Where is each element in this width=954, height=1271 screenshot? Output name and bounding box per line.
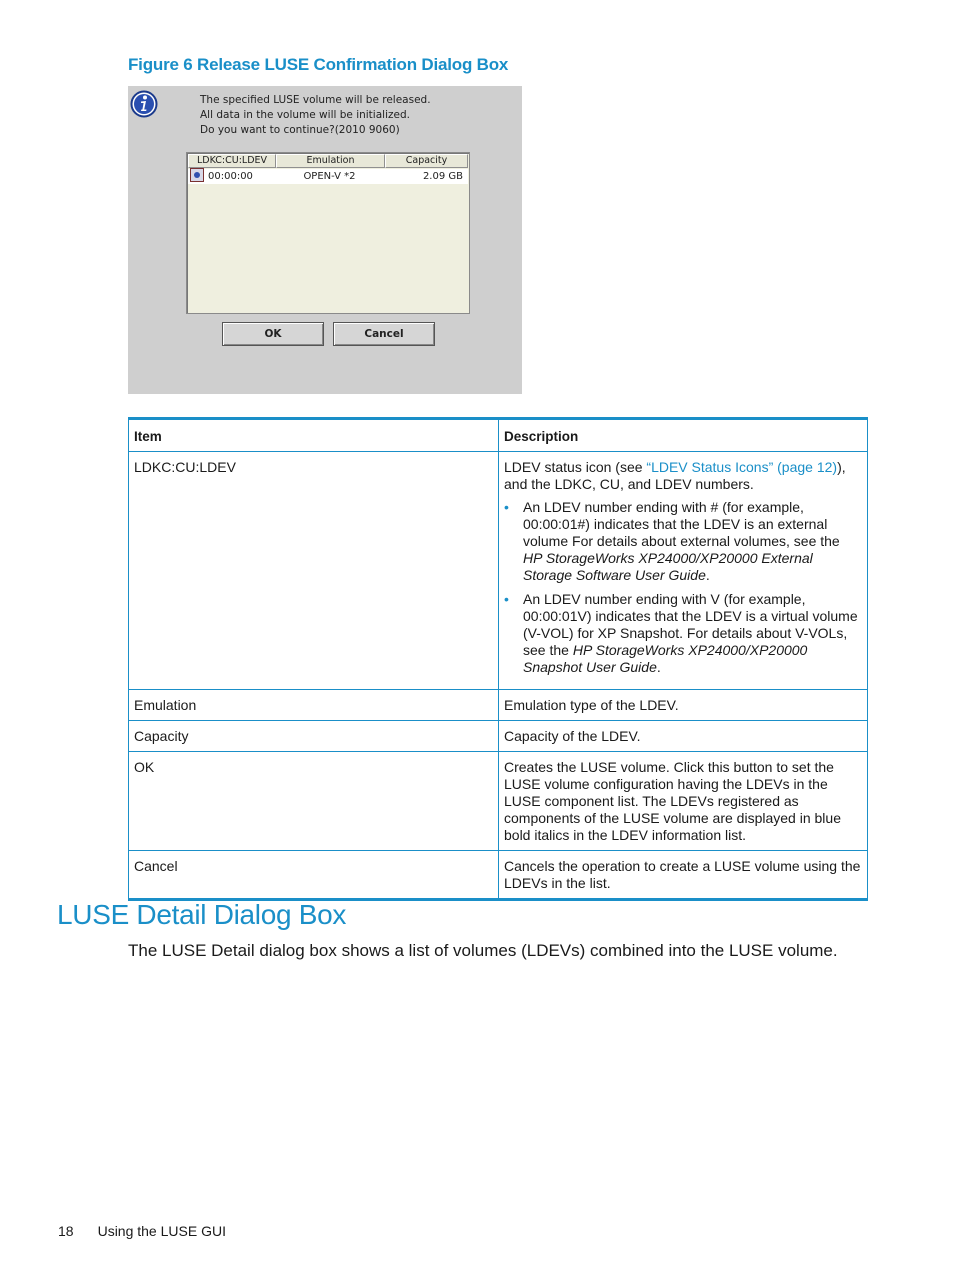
page-footer	[58, 1223, 226, 1239]
item-cell: Cancel	[129, 851, 499, 900]
message-line: The specified LUSE volume will be released.	[200, 94, 431, 106]
column-header-ldkc[interactable]: LDKC:CU:LDEV	[188, 154, 276, 168]
item-cell: Capacity	[129, 721, 499, 752]
table-row	[129, 690, 868, 721]
message-line: Do you want to continue?(2010 9060)	[200, 124, 400, 136]
list-item: • An LDEV number ending with # (for example, 00:00:01#) indicates that the LDEV is an external volume For details about external volumes, see the HP StorageWorks XP24000/XP20000 External Storage Software User Guide.	[523, 499, 862, 584]
release-luse-dialog-screenshot	[128, 86, 522, 394]
list-item[interactable]	[188, 169, 468, 184]
ldev-listbox[interactable]	[186, 152, 470, 314]
description-cell: Cancels the operation to create a LUSE volume using the LDEVs in the list.	[499, 851, 868, 900]
item-cell: OK	[129, 752, 499, 851]
description-cell: LDEV status icon (see “LDEV Status Icons” (page 12)), and the LDKC, CU, and LDEV numbers. • An LDEV number ending with # (for example, 00:00:01#) indicates that the LDEV is an external volume For details about external volumes, see the HP StorageWorks XP24000/XP20000 External Storage Software User Guide. • An LDEV number ending with V (for example, 00:00:01V) indicates that the LDEV is a virtual volume (V-VOL) for XP Snapshot. For details about V-VOLs, see the HP StorageWorks XP24000/XP20000 Snapshot User Guide.	[499, 452, 868, 690]
description-cell: Creates the LUSE volume. Click this button to set the LUSE volume configuration having the LDEVs in the LUSE component list. The LDEVs registered as components of the LUSE volume are displayed in blue bold italics in the LDEV information list.	[499, 752, 868, 851]
ldev-status-icons-link[interactable]: “LDEV Status Icons” (page 12)	[646, 459, 838, 475]
emulation-cell: OPEN-V *2	[303, 171, 356, 182]
column-header-capacity[interactable]: Capacity	[385, 154, 468, 168]
item-cell: Emulation	[129, 690, 499, 721]
item-description-table	[128, 417, 868, 901]
cancel-button[interactable]: Cancel	[333, 322, 435, 346]
table-row	[129, 452, 868, 690]
list-item: • An LDEV number ending with V (for example, 00:00:01V) indicates that the LDEV is a virtual volume (V-VOL) for XP Snapshot. For details about V-VOLs, see the HP StorageWorks XP24000/XP20000 Snapshot User Guide.	[523, 591, 862, 676]
item-cell: LDKC:CU:LDEV	[129, 452, 499, 690]
ok-button[interactable]: OK	[222, 322, 324, 346]
page-number: 18	[58, 1223, 74, 1239]
description-cell: Emulation type of the LDEV.	[499, 690, 868, 721]
listbox-header	[188, 154, 468, 168]
header-item: Item	[129, 419, 499, 452]
ldev-cell: 00:00:00	[188, 169, 276, 184]
table-row	[129, 851, 868, 900]
header-description: Description	[499, 419, 868, 452]
dialog-message	[200, 93, 431, 138]
ldev-status-icon	[190, 168, 204, 182]
table-row	[129, 752, 868, 851]
column-header-emulation[interactable]: Emulation	[276, 154, 385, 168]
message-line: All data in the volume will be initialized.	[200, 109, 410, 121]
capacity-cell: 2.09 GB	[422, 171, 463, 182]
info-icon	[130, 90, 158, 118]
description-cell: Capacity of the LDEV.	[499, 721, 868, 752]
figure-caption: Figure 6 Release LUSE Confirmation Dialog Box	[128, 55, 509, 74]
running-title: Using the LUSE GUI	[97, 1223, 226, 1239]
bullet-list	[504, 499, 862, 676]
section-paragraph: The LUSE Detail dialog box shows a list of volumes (LDEVs) combined into the LUSE volume.	[128, 941, 838, 960]
table-header-row	[129, 419, 868, 452]
section-heading: LUSE Detail Dialog Box	[57, 899, 347, 930]
table-row	[129, 721, 868, 752]
